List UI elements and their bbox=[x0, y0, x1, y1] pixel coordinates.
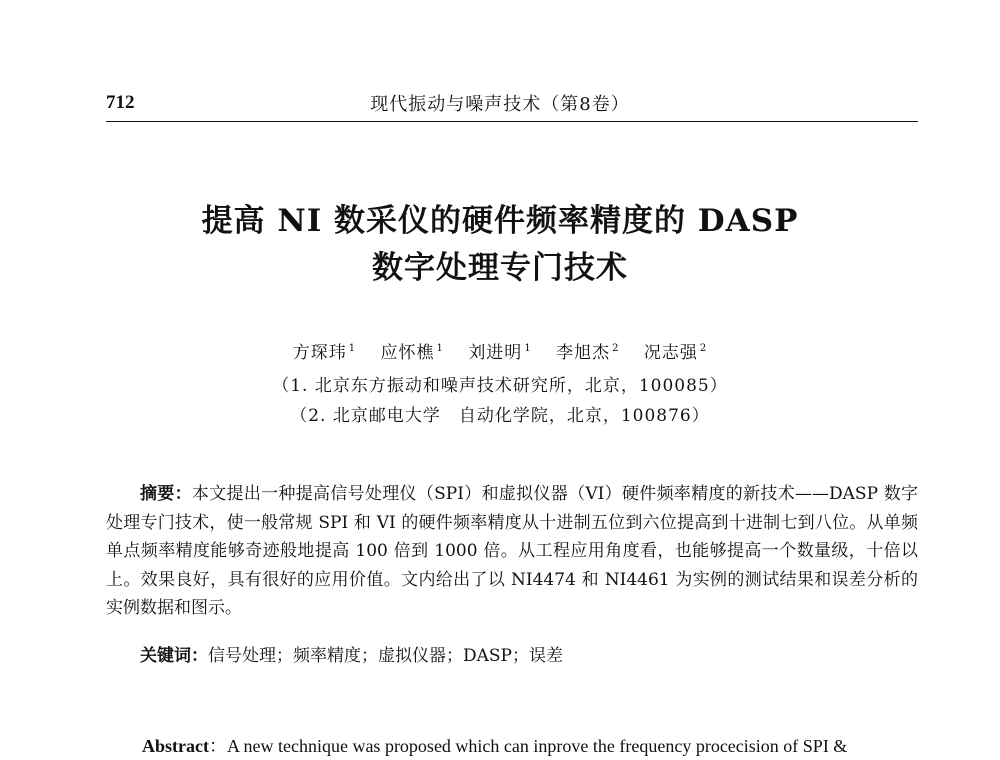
author bbox=[468, 343, 531, 363]
author-name: 刘进明 bbox=[468, 343, 523, 363]
abstract-text: 本文提出一种提高信号处理仪（SPI）和虚拟仪器（VI）硬件频率精度的新技术——DASP 数字处理专门技术，使一般常规 SPI 和 VI 的硬件频率精度从十进制五位到六位提高到十进制七到八位。从单频单点频率精度能够奇迹般地提高 100 倍到 1000 倍。从工程应用角度看，也能够提高一个数量级，十倍以上。效果良好，具有很好的应用价值。文内给出了以 NI4474 和 NI4461 为实例的测试结果和误差分析的实例数据和图示。 bbox=[106, 484, 919, 618]
author-name: 况志强 bbox=[643, 343, 698, 363]
author bbox=[381, 343, 444, 363]
author bbox=[644, 343, 707, 363]
paper-title-line-1: 提高 NI 数采仪的硬件频率精度的 DASP bbox=[201, 203, 799, 239]
author-name: 应怀樵 bbox=[380, 343, 435, 363]
author-list bbox=[0, 338, 1000, 363]
english-abstract-text: A new technique was proposed which can inprove the frequency procecision of SPI & bbox=[226, 736, 848, 756]
english-abstract bbox=[106, 732, 936, 758]
english-abstract-label: Abstract bbox=[142, 736, 209, 756]
english-abstract-separator: ： bbox=[208, 736, 227, 756]
keywords-label: 关键词： bbox=[140, 646, 208, 666]
affiliation-1: （1. 北京东方振动和噪声技术研究所，北京，100085） bbox=[272, 376, 728, 396]
affiliation-2: （2. 北京邮电大学 自动化学院，北京，100876） bbox=[290, 406, 710, 426]
keywords bbox=[106, 641, 918, 666]
running-title: 现代振动与噪声技术（第8卷） bbox=[370, 94, 630, 115]
author-name: 方琛玮 bbox=[292, 343, 347, 363]
keywords-text: 信号处理；频率精度；虚拟仪器；DASP；误差 bbox=[208, 646, 563, 666]
author-name: 李旭杰 bbox=[556, 343, 611, 363]
chinese-abstract bbox=[106, 480, 918, 623]
author bbox=[556, 343, 619, 363]
author-affiliation-mark: 1 bbox=[348, 343, 357, 355]
author-affiliation-mark: 1 bbox=[524, 343, 532, 355]
author-affiliation-mark: 2 bbox=[612, 343, 620, 355]
page-number: 712 bbox=[106, 92, 135, 113]
paper-title-line-2: 数字处理专门技术 bbox=[372, 250, 628, 286]
author-affiliation-mark: 2 bbox=[699, 343, 708, 355]
header-rule bbox=[106, 121, 918, 122]
author bbox=[293, 343, 356, 363]
abstract-label: 摘要： bbox=[140, 484, 192, 504]
author-affiliation-mark: 1 bbox=[436, 343, 444, 355]
